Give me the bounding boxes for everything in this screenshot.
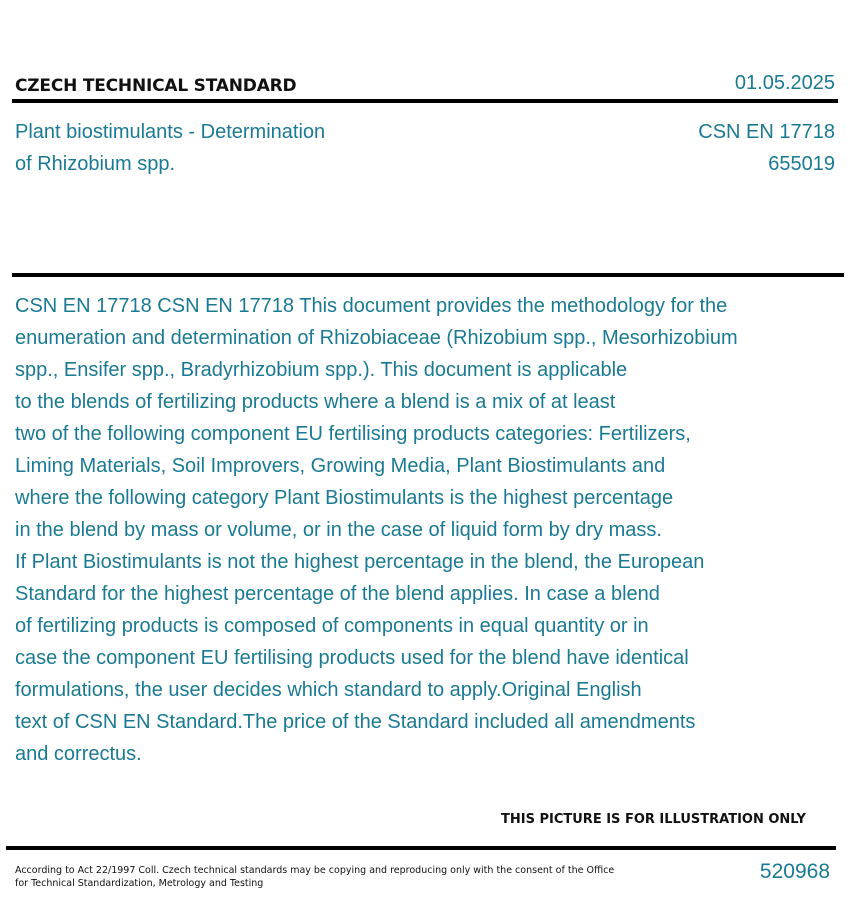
document-code: 520968: [759, 860, 830, 883]
footer-divider: [6, 846, 836, 850]
title-divider: [12, 273, 844, 277]
illustration-note: THIS PICTURE IS FOR ILLUSTRATION ONLY: [501, 812, 806, 827]
standard-type-label: CZECH TECHNICAL STANDARD: [15, 76, 297, 96]
standard-title: [15, 116, 325, 180]
catalog-number: 655019: [768, 153, 835, 175]
abstract-text: CSN EN 17718 CSN EN 17718 This document provides the methodology for the enumeration and determination of Rhizobiaceae (Rhizobium spp., Mesorhizobium spp., Ensifer spp., Bradyrhizobium spp.). This document is applicable to the blends of fertilizing products where a blend is a mix of at least two of the following component EU fertilising products categories: Fertilizers, Liming Materials, Soil Improvers, Growing Media, Plant Biostimulants and where the following category Plant Biostimulants is the highest percentage in the blend by mass or volume, or in the case of liquid form by dry mass. If Plant Biostimulants is not the highest percentage in the blend, the European Standard for the highest percentage of the blend applies. In case a blend of fertilizing products is composed of components in equal quantity or in case the component EU fertilising products used for the blend have identical formulations, the user decides which standard to apply.Original English text of CSN EN Standard.The price of the Standard included all amendments and correctus.: [15, 295, 738, 765]
standard-identifiers: [698, 116, 835, 180]
legal-note: According to Act 22/1997 Coll. Czech technical standards may be copying and reproducing only with the consent of the Office for Technical Standardization, Metrology and Testing: [15, 865, 615, 889]
standard-title-text: Plant biostimulants - Determination of Rhizobium spp.: [15, 121, 326, 175]
header-divider: [12, 99, 838, 103]
publication-date: 01.05.2025: [734, 72, 835, 94]
standard-number: CSN EN 17718: [698, 121, 835, 143]
